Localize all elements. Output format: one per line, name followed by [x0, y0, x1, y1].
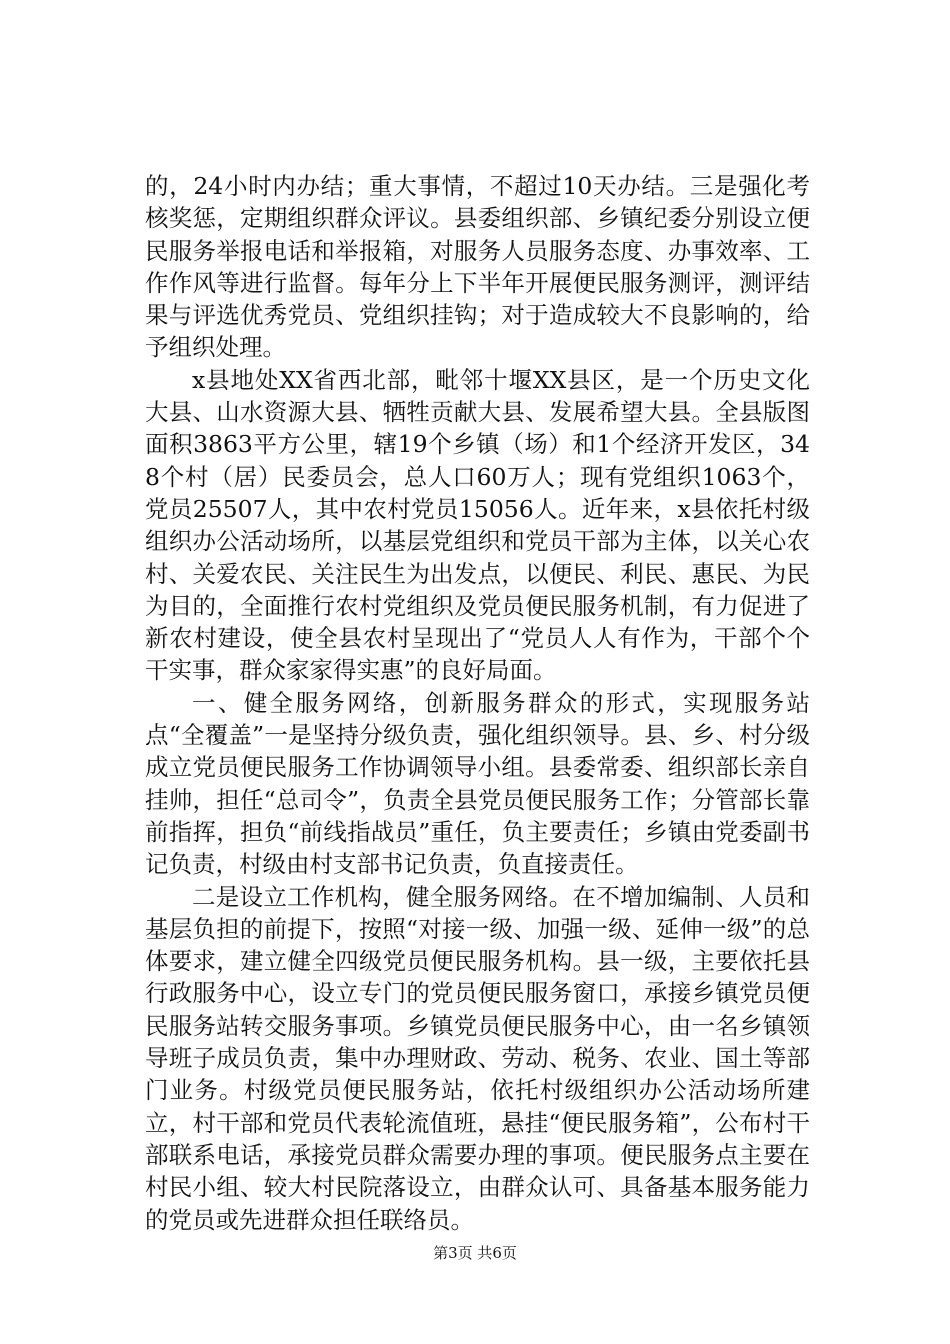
paragraph-section-one: 一、健全服务网络，创新服务群众的形式，实现服务站点“全覆盖”一是坚持分级负责，强化组织领导。县、乡、村分级成立党员便民服务工作协调领导小组。县委常委、组织部长亲自挂帅，担任“总司令”，负责全县党员便民服务工作；分管部长靠前指挥，担负“前线指战员”重任，负主要责任；乡镇由党委副书记负责，村级由村支部书记负责，负直接责任。: [145, 688, 810, 879]
page-number-footer: 第3页 共6页: [433, 1244, 517, 1262]
document-body: [145, 170, 810, 1236]
paragraph-continuation: 的，24小时内办结；重大事情，不超过10天办结。三是强化考核奖惩，定期组织群众评议。县委组织部、乡镇纪委分别设立便民服务举报电话和举报箱，对服务人员服务态度、办事效率、工作作风等进行监督。每年分上下半年开展便民服务测评，测评结果与评选优秀党员、党组织挂钩；对于造成较大不良影响的，给予组织处理。: [145, 172, 810, 362]
paragraph-county-overview: x县地处XX省西北部，毗邻十堰XX县区，是一个历史文化大县、山水资源大县、牺牲贡献大县、发展希望大县。全县版图面积3863平方公里，辖19个乡镇（场）和1个经济开发区，348个村（居）民委员会，总人口60万人；现有党组织1063个，党员25507人，其中农村党员15056人。近年来，x县依托村级组织办公活动场所，以基层党组织和党员干部为主体，以关心农村、关爱农民、关注民生为出发点，以便民、利民、惠民、为民为目的，全面推行农村党组织及党员便民服务机制，有力促进了新农村建设，使全县农村呈现出了“党员人人有作为，干部个个干实事，群众家家得实惠”的良好局面。: [145, 365, 810, 685]
paragraph-section-two: 二是设立工作机构，健全服务网络。在不增加编制、人员和基层负担的前提下，按照“对接一级、加强一级、延伸一级”的总体要求，建立健全四级党员便民服务机构。县一级，主要依托县行政服务中心，设立专门的党员便民服务窗口，承接乡镇党员便民服务站转交服务事项。乡镇党员便民服务中心，由一名乡镇领导班子成员负责，集中办理财政、劳动、税务、农业、国土等部门业务。村级党员便民服务站，依托村级组织办公活动场所建立，村干部和党员代表轮流值班，悬挂“便民服务箱”，公布村干部联系电话，承接党员群众需要办理的事项。便民服务点主要在村民小组、较大村民院落设立，由群众认可、具备基本服务能力的党员或先进群众担任联络员。: [145, 882, 810, 1234]
